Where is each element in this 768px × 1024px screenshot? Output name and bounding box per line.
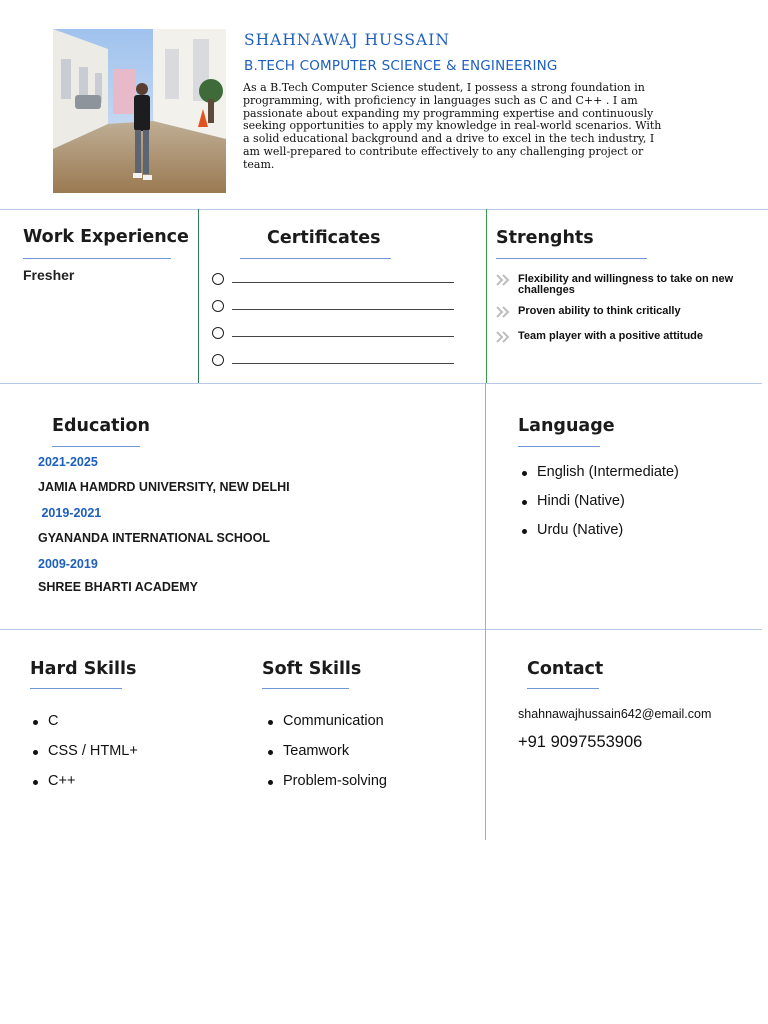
divider-lower <box>0 629 762 630</box>
certificate-entry <box>212 273 456 287</box>
hard-skills-underline <box>30 688 122 689</box>
strengths-heading: Strenghts <box>496 228 594 248</box>
strength-item <box>495 306 755 320</box>
certificate-blank-line <box>232 282 454 283</box>
strengths-underline <box>496 258 647 259</box>
circle-outline-icon <box>212 273 224 285</box>
education-years: 2019-2021 <box>38 506 102 520</box>
contact-heading: Contact <box>527 659 604 679</box>
language-underline <box>518 446 600 447</box>
language-item: Hindi (Native) <box>537 493 679 522</box>
language-item: Urdu (Native) <box>537 522 679 551</box>
certificate-entry <box>212 327 456 341</box>
certificate-blank-line <box>232 336 454 337</box>
circle-outline-icon <box>212 300 224 312</box>
chevron-right-icon <box>495 331 511 343</box>
soft-skill-item: Communication <box>283 713 387 743</box>
language-heading: Language <box>518 416 615 436</box>
certificate-blank-line <box>232 309 454 310</box>
education-years: 2021-2025 <box>38 455 98 469</box>
education-school: GYANANDA INTERNATIONAL SCHOOL <box>38 531 270 545</box>
profile-photo-image <box>53 29 226 193</box>
contact-email[interactable]: shahnawajhussain642@email.com <box>518 707 712 721</box>
contact-phone[interactable]: +91 9097553906 <box>518 733 643 751</box>
divider-vertical-2 <box>486 209 487 383</box>
education-years: 2009-2019 <box>38 557 98 571</box>
profile-photo <box>53 29 226 193</box>
education-school: SHREE BHARTI ACADEMY <box>38 580 198 594</box>
language-item: English (Intermediate) <box>537 464 679 493</box>
profile-summary: As a B.Tech Computer Science student, I possess a strong foundation in programming, with proficiency in languages such as C and C++ . I am passionate about expanding my programming expertise and continuously seeking opportunities to apply my knowledge in real-world scenarios. With a solid educational background and a drive to excel in the tech industry, I am well-prepared to contribute effectively to any challenging project or team. <box>243 81 662 171</box>
strength-text: Proven ability to think critically <box>518 305 681 317</box>
soft-skills-list <box>283 713 387 803</box>
divider-top <box>0 209 768 210</box>
contact-underline <box>527 688 599 689</box>
strength-item <box>495 274 755 298</box>
candidate-degree: B.TECH COMPUTER SCIENCE & ENGINEERING <box>244 58 558 74</box>
hard-skill-item: C++ <box>48 773 138 803</box>
work-experience-value: Fresher <box>23 267 75 283</box>
strength-text: Flexibility and willingness to take on new challenges <box>518 273 734 296</box>
certificate-entry <box>212 300 456 314</box>
divider-middle <box>0 383 762 384</box>
work-experience-underline <box>23 258 171 259</box>
candidate-name: SHAHNAWAJ HUSSAIN <box>244 31 450 49</box>
hard-skill-item: CSS / HTML+ <box>48 743 138 773</box>
soft-skill-item: Problem-solving <box>283 773 387 803</box>
education-heading: Education <box>52 416 150 436</box>
soft-skills-underline <box>262 688 349 689</box>
soft-skills-heading: Soft Skills <box>262 659 362 679</box>
certificate-blank-line <box>232 363 454 364</box>
strength-item <box>495 331 755 345</box>
circle-outline-icon <box>212 327 224 339</box>
education-school: JAMIA HAMDRD UNIVERSITY, NEW DELHI <box>38 480 290 494</box>
hard-skills-heading: Hard Skills <box>30 659 137 679</box>
certificate-entry <box>212 354 456 368</box>
hard-skills-list <box>48 713 138 803</box>
circle-outline-icon <box>212 354 224 366</box>
language-list <box>537 464 679 551</box>
chevron-right-icon <box>495 306 511 318</box>
soft-skill-item: Teamwork <box>283 743 387 773</box>
chevron-right-icon <box>495 274 511 286</box>
strength-text: Team player with a positive attitude <box>518 330 704 342</box>
education-underline <box>52 446 140 447</box>
certificates-underline <box>240 258 391 259</box>
hard-skill-item: C <box>48 713 138 743</box>
certificates-heading: Certificates <box>267 228 381 248</box>
work-experience-heading: Work Experience <box>23 227 189 247</box>
divider-vertical-1 <box>198 209 199 383</box>
divider-vertical-3 <box>485 383 486 840</box>
